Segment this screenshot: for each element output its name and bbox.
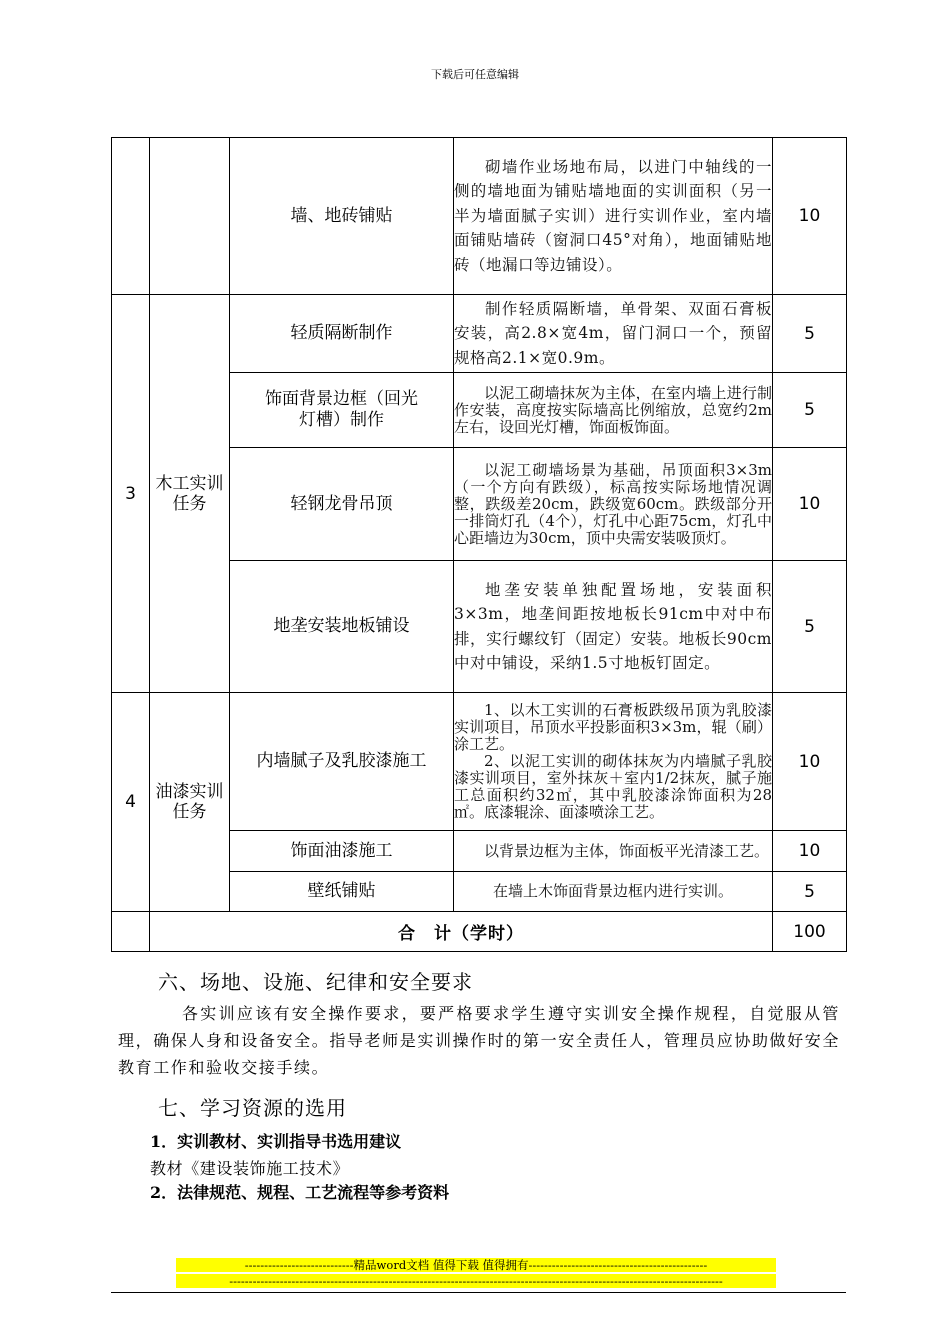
total-blank-cell	[112, 912, 150, 952]
section-6-paragraph: 各实训应该有安全操作要求，要严格要求学生遵守实训安全操作规程，自觉服从管理，确保人身和设备安全。指导老师是实训操作时的第一安全责任人，管理员应协助做好安全教育工作和验收交接手续。	[118, 1004, 840, 1077]
item-description-cell	[454, 448, 773, 561]
module-name-cell	[150, 693, 230, 912]
header-note: 下载后可任意编辑	[431, 68, 519, 81]
item-description-line-1: 1、以木工实训的石膏板跌级吊顶为乳胶漆实训项目，吊顶水平投影面积3×3m，辊（刷）涂工艺。	[454, 701, 772, 753]
item-name: 饰面油漆施工	[230, 831, 454, 872]
footer-banner-line-1: ----------------------------精品word文档 值得下载 值得拥有----------------------------------------------	[176, 1258, 776, 1272]
item-hours: 5	[773, 872, 847, 912]
item-description-cell	[454, 373, 773, 448]
item-name: 轻钢龙骨吊顶	[230, 448, 454, 561]
item-description: 以泥工砌墙场景为基础，吊顶面积3×3m（一个方向有跌级），标高按实际场地情况调整，跌级差20cm，跌级宽60cm。跌级部分开一排筒灯孔（4个），灯孔中心距75cm，灯孔中心距墙边为30cm，顶中央需安装吸顶灯。	[454, 460, 772, 547]
subheading-1: 1．实训教材、实训指导书选用建议	[150, 1132, 402, 1151]
item-description-cell	[454, 138, 773, 295]
item-description: 以背景边框为主体，饰面板平光清漆工艺。	[484, 841, 770, 860]
item-description: 制作轻质隔断墙，单骨架、双面石膏板安装，高2.8×宽4m，留门洞口一个，预留规格高2.1×宽0.9m。	[454, 299, 772, 367]
item-description-cell	[454, 872, 773, 912]
item-name: 壁纸铺贴	[230, 872, 454, 912]
item-hours: 5	[773, 295, 847, 373]
table-row	[112, 295, 847, 373]
item-name: 内墙腻子及乳胶漆施工	[230, 693, 454, 831]
item-hours: 10	[773, 693, 847, 831]
item-description: 以泥工砌墙抹灰为主体，在室内墙上进行制作安装，高度按实际墙高比例缩放，总宽约2m左右，设回光灯槽，饰面板饰面。	[454, 383, 772, 436]
item-description: 地垄安装单独配置场地，安装面积3×3m，地垄间距按地板长91cm中对中布排，实行螺纹钉（固定）安装。地板长90cm中对中铺设，采纳1.5寸地板钉固定。	[454, 580, 772, 672]
section-7-title: 七、学习资源的选用	[158, 1096, 347, 1120]
item-description: 在墙上木饰面背景边框内进行实训。	[492, 882, 733, 900]
item-name: 轻质隔断制作	[230, 295, 454, 373]
textbook-line: 教材《建设装饰施工技术》	[150, 1159, 350, 1178]
item-name: 饰面背景边框（回光灯槽）制作	[265, 389, 418, 430]
table-row	[112, 138, 847, 295]
section-6-title: 六、场地、设施、纪律和安全要求	[158, 970, 473, 994]
item-hours: 5	[773, 561, 847, 693]
item-description: 砌墙作业场地布局，以进门中轴线的一侧的墙地面为铺贴墙地面的实训面积（另一半为墙面腻子实训）进行实训作业，室内墙面铺贴墙砖（窗洞口45°对角），地面铺贴地砖（地漏口等边铺设）。	[454, 157, 772, 274]
footer-banner-line-2: -------------------------------------------------------------------------------------------------------------------------------	[176, 1274, 776, 1288]
total-row	[112, 912, 847, 952]
module-name: 油漆实训任务	[155, 782, 224, 822]
training-schedule-table	[111, 137, 847, 952]
item-hours: 5	[773, 373, 847, 448]
item-hours: 10	[773, 831, 847, 872]
module-name-cell	[150, 295, 230, 693]
total-label: 合 计（学时）	[150, 912, 773, 952]
module-number: 3	[112, 295, 150, 693]
item-name: 地垄安装地板铺设	[230, 561, 454, 693]
item-description-line-2: 2、以泥工实训的砌体抹灰为内墙腻子乳胶漆实训项目，室外抹灰＋室内1/2抹灰，腻子施工总面积约32㎡，其中乳胶漆涂饰面积为28㎡。底漆辊涂、面漆喷涂工艺。	[454, 752, 772, 821]
item-name: 墙、地砖铺贴	[230, 138, 454, 295]
total-hours: 100	[773, 912, 847, 952]
item-description-cell	[454, 693, 773, 831]
item-description-cell	[454, 295, 773, 373]
table-row	[112, 693, 847, 831]
item-hours: 10	[773, 448, 847, 561]
item-description-cell	[454, 831, 773, 872]
bottom-divider	[111, 1292, 846, 1293]
module-number-cell	[112, 138, 150, 295]
item-hours: 10	[773, 138, 847, 295]
module-name-cell	[150, 138, 230, 295]
module-number: 4	[112, 693, 150, 912]
subheading-2: 2．法律规范、规程、工艺流程等参考资料	[150, 1183, 450, 1202]
item-name-cell	[230, 373, 454, 448]
item-description-cell	[454, 561, 773, 693]
module-name: 木工实训任务	[155, 473, 224, 514]
